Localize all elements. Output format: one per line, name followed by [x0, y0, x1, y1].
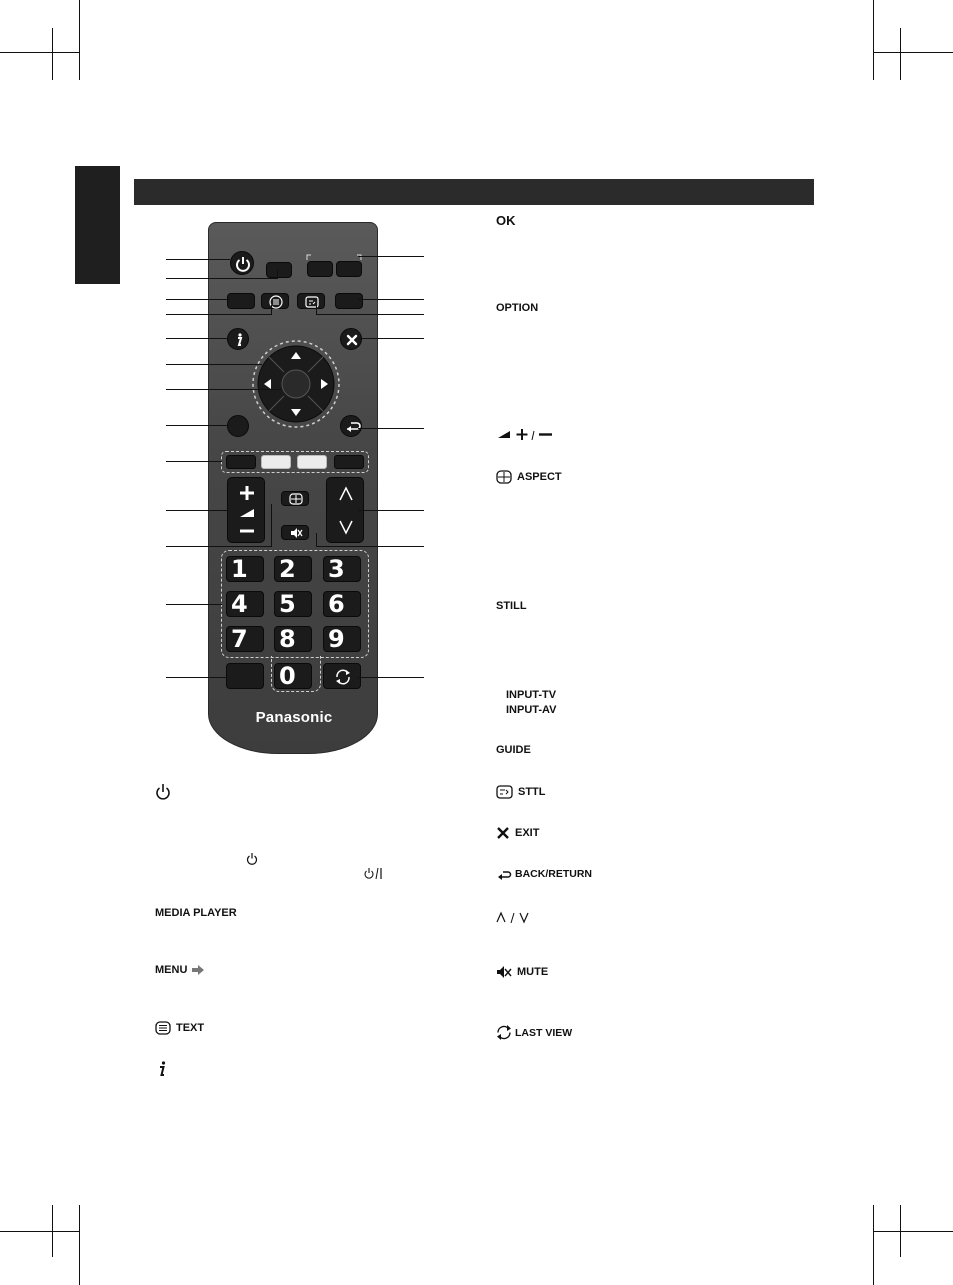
crop-mark: [52, 28, 53, 80]
number-key-3[interactable]: [323, 556, 361, 582]
callout-line: [166, 299, 230, 300]
callout-line: [358, 428, 424, 429]
last-view-label-row: [496, 1025, 572, 1040]
callout-line: [271, 504, 272, 547]
crop-mark: [0, 1231, 80, 1232]
crop-mark: [28, 52, 80, 53]
callout-line: [166, 338, 228, 339]
mute-icon: [289, 526, 303, 540]
number-key-label: 7: [231, 625, 248, 653]
ok-label: OK: [496, 213, 516, 228]
language-tab: [75, 166, 120, 284]
option-button[interactable]: [227, 415, 249, 437]
callout-line: [166, 510, 228, 511]
crop-mark: [79, 0, 80, 80]
input-tv-button[interactable]: [266, 262, 292, 278]
guide-button[interactable]: [335, 293, 363, 309]
sttl-label: STTL: [518, 786, 546, 798]
callout-line: [316, 546, 424, 547]
power-standby-icon: [364, 867, 384, 880]
yellow-key[interactable]: [297, 455, 327, 469]
crop-mark: [900, 28, 901, 80]
callout-line: [166, 546, 272, 547]
guide-label: GUIDE: [496, 744, 531, 756]
info-button[interactable]: [227, 328, 249, 350]
number-key-2[interactable]: [274, 556, 312, 582]
option-label: OPTION: [496, 302, 539, 314]
text-label: TEXT: [176, 1022, 205, 1034]
power-icon: [155, 783, 171, 801]
number-key-label: 3: [328, 555, 345, 583]
number-key-9[interactable]: [323, 626, 361, 652]
callout-line: [166, 461, 222, 462]
last-view-icon: [324, 664, 362, 690]
input-av-label: INPUT-AV: [506, 704, 557, 716]
media-player-button[interactable]: [336, 261, 362, 277]
arrow-right-icon: [192, 965, 204, 975]
callout-line: [166, 314, 272, 315]
callout-line: [271, 305, 272, 315]
mute-icon: [496, 965, 512, 979]
callout-line: [316, 533, 317, 547]
exit-icon: [496, 826, 510, 840]
sttl-label-row: [496, 785, 546, 799]
callout-line: [166, 425, 228, 426]
text-label-row: [155, 1021, 204, 1035]
power-icon: [231, 252, 255, 276]
remote-control: [208, 222, 378, 754]
mute-button[interactable]: [281, 525, 309, 540]
channel-up-icon: [327, 478, 365, 511]
mute-label-row: [496, 965, 548, 979]
info-icon: [228, 329, 250, 351]
subtitle-icon: [496, 785, 513, 799]
callout-line: [277, 270, 278, 279]
channel-down-icon: [327, 511, 365, 544]
number-key-7[interactable]: [226, 626, 264, 652]
last-view-icon: [496, 1025, 512, 1040]
callout-line: [166, 677, 228, 678]
exit-label: EXIT: [515, 827, 540, 839]
text-button[interactable]: [261, 293, 289, 309]
number-key-6[interactable]: [323, 591, 361, 617]
red-key[interactable]: [226, 455, 256, 469]
power-button[interactable]: [230, 251, 254, 275]
volume-rocker[interactable]: [227, 477, 265, 543]
number-key-label: 1: [231, 555, 248, 583]
aspect-button[interactable]: [281, 491, 309, 506]
callout-line: [166, 278, 278, 279]
volume-icon: [228, 478, 266, 544]
callout-line: [166, 364, 262, 365]
input-bracket-marks: [305, 253, 365, 261]
mute-label: MUTE: [517, 966, 549, 978]
crop-mark: [873, 0, 874, 80]
aspect-label-row: [496, 470, 562, 484]
number-key-label: 8: [279, 625, 296, 653]
menu-label-row: [155, 964, 204, 976]
callout-line: [166, 259, 230, 260]
info-icon: [157, 1060, 167, 1078]
aspect-icon: [496, 470, 512, 484]
teletext-icon: [155, 1021, 171, 1035]
back-icon: [496, 868, 512, 880]
number-key-0[interactable]: [274, 663, 312, 689]
ok-button[interactable]: [282, 370, 310, 398]
number-key-label: 4: [231, 590, 248, 618]
sttl-button[interactable]: [297, 293, 325, 309]
still-label: STILL: [496, 600, 527, 612]
input-tv-label: INPUT-TV: [506, 689, 557, 701]
callout-line: [166, 389, 282, 390]
exit-label-row: [496, 826, 539, 840]
callout-line: [358, 338, 424, 339]
power-label: [155, 783, 171, 801]
number-key-label: 2: [279, 555, 296, 583]
callout-line: [166, 604, 222, 605]
exit-icon: [341, 329, 363, 351]
still-button[interactable]: [226, 663, 264, 689]
number-key-8[interactable]: [274, 626, 312, 652]
aspect-icon: [289, 492, 303, 506]
power-icon: [246, 852, 258, 865]
number-key-5[interactable]: [274, 591, 312, 617]
volume-label: [496, 426, 554, 442]
exit-button[interactable]: [340, 328, 362, 350]
number-key-4[interactable]: [226, 591, 264, 617]
back-return-label: BACK/RETURN: [515, 868, 592, 880]
blue-key[interactable]: [334, 455, 364, 469]
back-icon: [341, 416, 363, 438]
aspect-label: ASPECT: [517, 471, 562, 483]
crop-mark: [900, 1205, 901, 1257]
menu-button[interactable]: [227, 293, 255, 309]
number-key-label: 9: [328, 625, 345, 653]
menu-label: MENU: [155, 964, 188, 976]
crop-mark: [873, 1205, 874, 1285]
channel-up-down-icon: [496, 911, 530, 924]
callout-line: [316, 314, 424, 315]
number-key-1[interactable]: [226, 556, 264, 582]
callout-line: [358, 677, 424, 678]
number-key-label: 6: [328, 590, 345, 618]
number-key-label: 5: [279, 590, 296, 618]
crop-mark: [873, 1231, 953, 1232]
callout-line: [358, 256, 424, 257]
crop-mark: [873, 52, 925, 53]
callout-line: [358, 299, 424, 300]
volume-icon: [496, 426, 554, 442]
number-key-label: 0: [279, 662, 296, 690]
remote-brand-logo: Panasonic: [255, 709, 333, 726]
green-key[interactable]: [261, 455, 291, 469]
last-view-label: LAST VIEW: [515, 1026, 573, 1039]
media-player-label: MEDIA PLAYER: [155, 907, 237, 919]
back-return-label-row: [496, 868, 592, 880]
callout-line: [316, 305, 317, 315]
back-return-button[interactable]: [340, 415, 362, 437]
crop-mark: [79, 1205, 80, 1285]
input-av-button[interactable]: [307, 261, 333, 277]
last-view-button[interactable]: [323, 663, 361, 689]
section-header-bar: [134, 179, 814, 205]
crop-mark: [52, 1205, 53, 1257]
callout-line: [358, 510, 424, 511]
